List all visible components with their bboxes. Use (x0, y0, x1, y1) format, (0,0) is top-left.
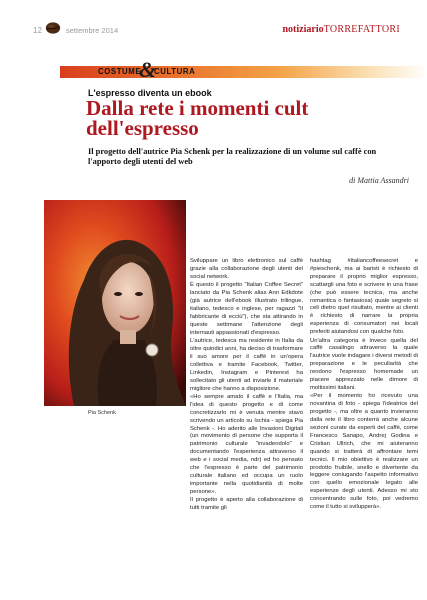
section-label-right: CULTURA (154, 67, 196, 76)
byline-author: Mattia Assandri (357, 176, 409, 185)
paragraph: Sviluppare un libro elettronico sul caffè grazie alla collaborazione degli utenti dei social network. (190, 258, 303, 280)
paragraph: Il progetto è aperto alla collaborazione di tutti tramite gli (190, 497, 303, 512)
paragraph: Un'altra categoria è invece quella del caffè casalingo attraverso la quale l'autrice vuole indagare i diversi metodi di preparazione e le peculiarità che rendono l'espresso homemade un piacere apprezzato nelle dimore di moltissimi italiani. (310, 337, 418, 391)
page-number: 12 (33, 26, 42, 35)
byline-prefix: di (349, 176, 356, 185)
paragraph: «Ho sempre amato il caffè e l'Italia, ma l'idea di questo progetto e di come concretizzarlo mi è venuta mentre stavo scrivendo un articolo su Ischia - spiega Pia Schenk -. Ho aderito alle Invasioni Digitali (un movimento di persone che supporta il patrimonio culturale "invadendolo" e documentando l'esperienza attraverso il web e i social media, ndr) ed ho pensato che l'espresso è parte del patrimonio culturale italiano ed occupa un ruolo importante nella quotidianità di molte persone». (190, 393, 303, 495)
paragraph: È questo il progetto "Italian Coffee Secret" lanciato da Pia Schenk alias Ann Edkdote (già autrice dell'ebook illustrato trilingue, italiano, tedesco e inglese, per ragazzi "Il fabbricante di ecciù"), che sta attirando in queste settimane l'attenzione degli internauti appassionati d'espresso. (190, 282, 303, 336)
article-column-2 (310, 258, 418, 513)
article-column-1 (190, 258, 303, 514)
coffee-bean-icon (45, 21, 61, 35)
magazine-name (283, 24, 401, 35)
section-label-left: COSTUME (98, 67, 142, 76)
magazine-name-regular: TORREFATTORI (323, 24, 400, 35)
photo-caption: Pia Schenk (88, 410, 116, 416)
issue-date: settembre 2014 (66, 26, 119, 35)
article-byline (349, 176, 409, 185)
magazine-name-bold: notiziario (282, 24, 324, 35)
paragraph: hashtag #italiancoffeesecret e #pieschenk, ma ai baristi è richiesto di preparare il proprio miglior espresso, scattargli una foto e scrivere in una frase (che può essere tecnica, ma anche romantica o fantasiosa) quale segreto si celi dietro quel risultato, mentre ai clienti è richiesto di narrare la propria esperienza di consumatori nei locali preferiti aiutandosi con qualche foto. (310, 258, 418, 336)
article-headline: Dalla rete i momenti cult dell'espresso (86, 96, 309, 140)
section-connector: & (139, 57, 157, 82)
paragraph: «Per il momento ho ricevuto una novantina di foto - spiega l'ideatrice del progetto -, ma oltre a quanto invieranno dalla rete il libro conterrà anche alcune sezioni curate da esperti del caffè, come Francesco Sanapo, Andrej Godina e Cristian Ullrich, che mi aiuteranno quando si tratterà di affrontare temi tecnici. Il mio obiettivo è realizzare un prodotto fruibile, snello e divertente da leggere coniugando l'aspetto informativo con quello emozionale legato alle esperienze degli utenti. Adesso mi sto concentrando sulle foto, poi vedremo come il tutto si svilupperà». (310, 393, 418, 511)
author-portrait-photo (44, 200, 186, 406)
article-kicker: L'espresso diventa un ebook (88, 88, 212, 98)
article-standfirst: Il progetto dell'autrice Pia Schenk per la realizzazione di un volume sul caffè con l'apporto degli utenti del web (88, 147, 377, 166)
page-header (0, 0, 427, 44)
paragraph: L'autrice, tedesca ma residente in Italia da oltre quindici anni, ha deciso di trasformare il suo amore per il caffè in un'opera collettiva e tramite Facebook, Twitter, Linkedin, Instagram e Pinterest ha sollecitato gli utenti ad inviarle il materiale migliore che hanno a disposizione. (190, 338, 303, 392)
